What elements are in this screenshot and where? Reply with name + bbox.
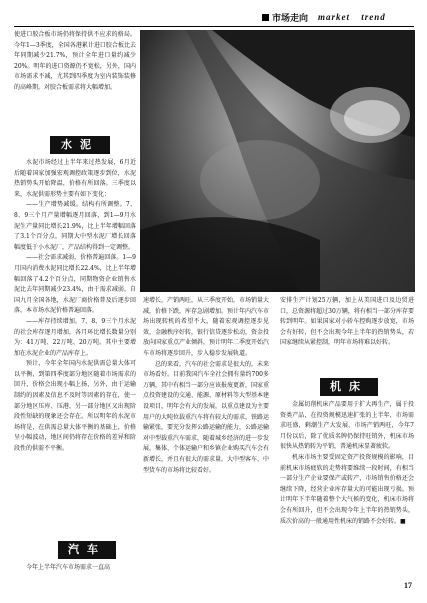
column-1-tail [14, 563, 136, 577]
section-header [262, 10, 412, 24]
car-photo [140, 30, 415, 292]
paragraph: 总的来看，汽车的社会需求是很大的，未来市场看好。目前我国汽车全社会拥有量约700多万辆，其中有相当一部分应该报废更新，国家重点投资建设的交通、能源、原材料等大型基本建设项目，明年会有大的发展，以重点建设为主要用户的大吨位载重汽车将有较大的需求，铁路运输紧张，要充分发挥公路运输的能力，公路运输对中型载重汽车需求，随着城乡经济的进一步发展，集体、个体运输户和乡镇企业购买汽车会有新增长，并且有很大的需求量。大中型客车、中型货车的市场将比较看好。 [143, 360, 269, 474]
column-1-top [14, 30, 136, 132]
square-bullet-icon [262, 14, 269, 21]
paragraph: 水泥市场经过上半年来过热发展，6月近后随着国家加强宏观调控政策逐步到位，水泥热销势头开始降温，价格有所回落。三季度以来，水泥供需形势主要有如下变化： [14, 159, 136, 198]
paragraph: 今年上半年汽车市场需求一直高 [26, 564, 111, 571]
section-heading-machine-tool: 机床 [320, 378, 378, 396]
paragraph: 速增长，产销两旺，从三季度开始，市场销量大减，价格下跌，库存急剧增加。预计年内汽车市场出现转机的希望不大，随着宏观调控逐步见效，金融秩序好转，银行信贷逐步松动，资金投放向国家重点产业倾斜，预计明年二季度开始汽车市场将逐步回升，步入稳步发展轨道。 [143, 297, 269, 357]
paragraph: ——社会需求减弱，价格普遍回落。1—9月国内消费水泥同比增长22.4%，比上半年增幅回落了4.2个百分点，同期物资企业销售水泥比去年同期减少23.4%，由于需求减弱，自国九月全国各地，水泥厂商价格普及后逐步回落，本市场水泥价格普遍回落。 [14, 254, 136, 315]
section-heading-auto: 汽车 [58, 541, 116, 559]
section-title-cn: 市场走向 [272, 13, 309, 24]
column-1-body [14, 158, 136, 534]
paragraph: 金属切削机床产品要用于扩大再生产，属于投资类产品，在投资规模迅速扩张的上半年，市场需求旺盛，剩潮生产大发展，市场产销两旺，今年7月份以后，除了优质名牌仍保持旺销外，机床市场很快从热销转为平销，普通机床显著疲软。 [280, 401, 414, 451]
section-heading-cement: 水泥 [50, 136, 110, 154]
paragraph: ——库存持续增加。7、8、9三个月水泥的社会库存逐月增加，各月环比增长数量分别为：41万吨、22万吨、20万吨。其中主要增加在水泥企业的产品库存上。 [14, 317, 136, 357]
section-title-en: market trend [318, 12, 386, 22]
column-3-top [280, 296, 414, 374]
car-silhouette-icon [140, 30, 415, 292]
column-2 [143, 296, 269, 579]
header-rule [14, 26, 414, 27]
paragraph: 机床市场主要受固定资产投资规模的影响，目前机床市场疲软的走势将要维续一段时间，有相当一部分生产企业要保产或转产，市场销售价格还会继续下降，经营企业库存量大的可能出现亏损。预计明年下半年随着整个大气候的变化，机床市场将会有所回升，但不会出现今年上半年的热销势头，质次价高的一般通用性机床的销路不会好转。■ [280, 453, 414, 525]
column-3-body [280, 400, 414, 578]
paragraph: 安排生产计划25万辆，加上从美国进口及边贸进口，总资源将超过30万辆，将有相当一部分库存要转到明年。如果国家对小轿车控购逐步放宽，市场会有好转，但不会出现今年上半年的热销势头，若国家继续从紧控制，明年市场将难以好转。 [280, 297, 414, 347]
paragraph: 使进口胶合板市场仍将保持供不应求的格局。今年1—3季度，全国各港累计进口胶合板比去年同期减少21.7%，预计全年进口量约减少20%。明年的进口资源仍不宽松，另外，国内市场需求不减，尤其到四季度为室内装饰装修的高峰期，对胶合板需求将大幅增加。 [14, 31, 136, 91]
paragraph: 预计，今年全年国内水泥供需总量大体可以平衡，到第四季度部分地区随着市场需求的回升，价格会出现小幅上扬，另外，由于运输制约的因素及信息不及时等因素的存在，使一部分地区压库、压港，另一部分地区又出现阶段性短缺的现象还会存在。所以明年的水泥市场将是，在供需总量大体平衡的基础上，价格呈小幅波动，地区间仍将存在价格的差异和阶段性的供需不平衡。 [14, 360, 136, 453]
paragraph: ——生产增势减缓。结构有所调整。7、8、9三个月产量增幅逐月回落，到1—9月水泥生产量同比增长21.9%，比上半年增幅回落了3.1个百分点，同期大中型水泥厂增长回落幅度低于小水泥厂，产品结构得到一定调整。 [14, 201, 136, 251]
page-number: 17 [404, 581, 412, 590]
